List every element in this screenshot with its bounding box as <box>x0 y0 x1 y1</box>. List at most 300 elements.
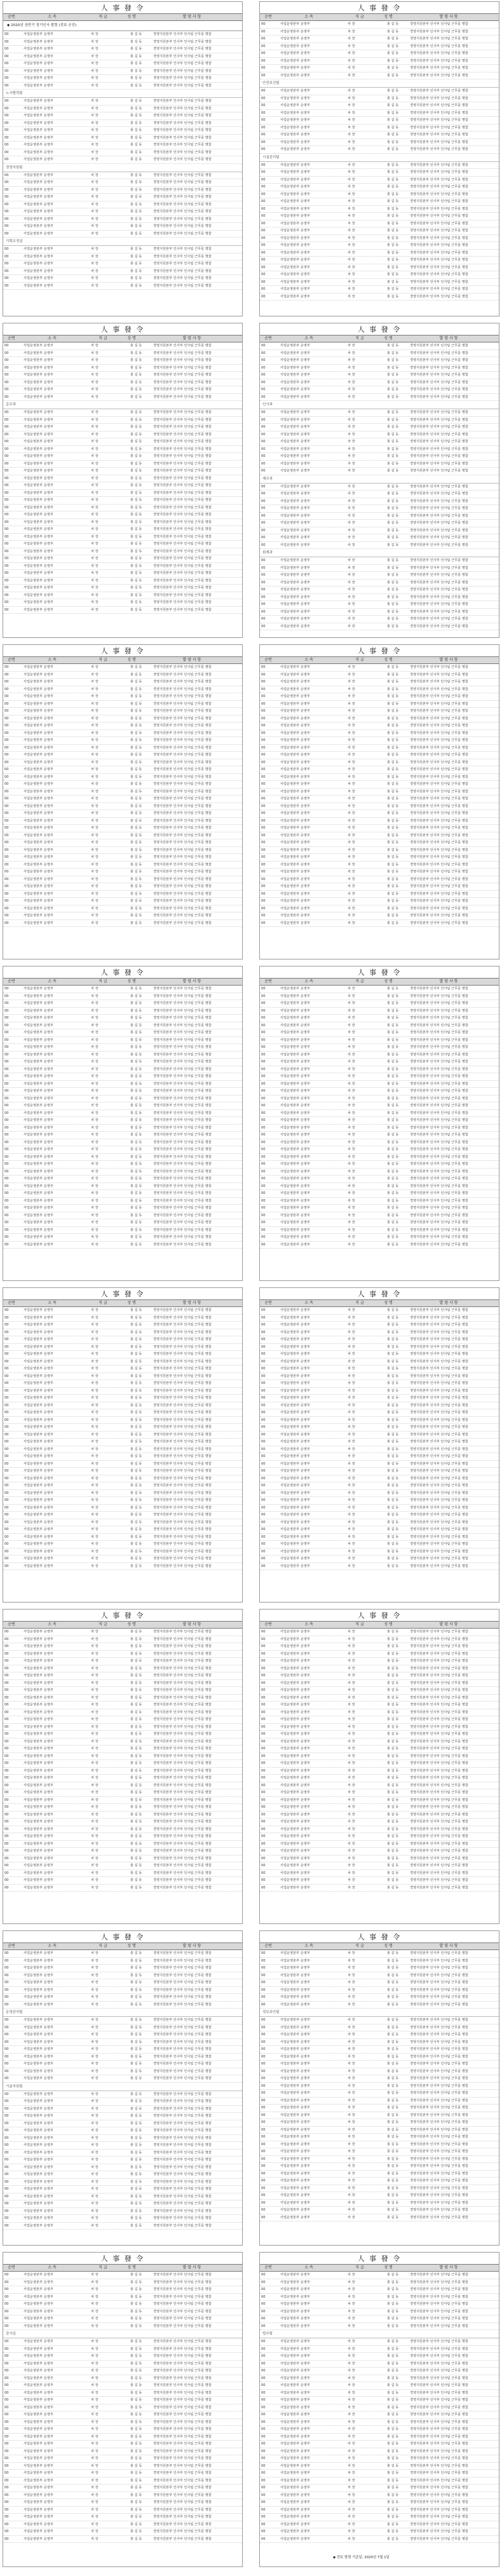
table-cell: 차 장 <box>91 1162 98 1166</box>
table-cell: 경영지원본부 인사부 인사팀 근무를 명함 <box>410 1133 468 1137</box>
table-row <box>3 68 242 76</box>
table-cell: 사업운영본부 운영부 <box>24 1359 53 1364</box>
table-row <box>3 75 242 83</box>
table-cell: 00 <box>4 2347 9 2351</box>
column-right <box>259 1 499 316</box>
table-cell: 차 장 <box>91 1783 98 1787</box>
table-cell: 경영지원본부 인사부 인사팀 근무를 명함 <box>410 1045 468 1049</box>
column-left <box>3 1930 243 2246</box>
table-cell: 홍 길 동 <box>387 351 399 355</box>
table-row <box>260 686 499 694</box>
table-cell: 홍 길 동 <box>130 2280 142 2284</box>
table-row <box>3 1760 242 1768</box>
table-cell: 경영지원본부 인사부 인사팀 근무를 명함 <box>153 1081 212 1086</box>
table-row <box>260 1739 499 1746</box>
table-cell: 경영지원본부 인사부 인사팀 근무를 명함 <box>153 1403 212 1407</box>
table-cell: 차 장 <box>348 1864 355 1868</box>
table-cell: 차 장 <box>348 775 355 779</box>
table-cell: 차 장 <box>91 855 98 859</box>
table-cell: 차 장 <box>91 2464 98 2468</box>
page-title-text: 人 事 發 令 <box>357 968 402 977</box>
table-cell: 경영지원본부 인사부 인사팀 근무를 명함 <box>153 1454 212 1458</box>
table-cell: 홍 길 동 <box>387 1549 399 1554</box>
table-cell: 경영지원본부 인사부 인사팀 근무를 명함 <box>153 106 212 111</box>
table-cell: 홍 길 동 <box>387 1388 399 1393</box>
table-cell: 00 <box>261 118 266 122</box>
table-cell: 사업운영본부 운영부 <box>24 283 53 288</box>
table-cell: 사업운영본부 운영부 <box>280 1111 310 1115</box>
table-cell: 사업운영본부 운영부 <box>280 1454 310 1458</box>
table-cell: 00 <box>261 1461 266 1466</box>
table-cell: 차 장 <box>348 163 355 167</box>
table-cell: 홍 길 동 <box>387 118 399 122</box>
table-row <box>3 2308 242 2316</box>
table-cell: 사업운영본부 운영부 <box>24 1732 53 1736</box>
table-cell: 사업운영본부 운영부 <box>280 617 310 621</box>
table-cell: 00 <box>261 1396 266 1400</box>
table-cell: 00 <box>261 484 266 489</box>
table-cell: 홍 길 동 <box>387 2106 399 2110</box>
table-cell: 사업운영본부 운영부 <box>24 2340 53 2343</box>
table-cell: 00 <box>4 862 9 867</box>
table-cell: 00 <box>261 521 266 525</box>
table-cell: 사업운영본부 운영부 <box>24 1973 53 1977</box>
table-cell: 홍 길 동 <box>130 578 142 583</box>
table-cell: 경영지원본부 인사부 인사팀 근무를 명함 <box>153 447 212 451</box>
table-cell: 홍 길 동 <box>130 47 142 51</box>
table-row <box>260 2315 499 2323</box>
table-cell: 사업운영본부 운영부 <box>280 1513 310 1517</box>
table-cell: 경영지원본부 인사부 인사팀 근무를 명함 <box>410 745 468 750</box>
table-row <box>3 2017 242 2024</box>
table-cell: 차 장 <box>91 1023 98 1027</box>
table-cell: 홍 길 동 <box>387 2273 399 2277</box>
table-cell: 사업운영본부 운영부 <box>24 586 53 590</box>
table-row <box>3 2463 242 2471</box>
table-cell: 홍 길 동 <box>387 680 399 684</box>
table-cell: 홍 길 동 <box>130 2002 142 2007</box>
table-cell: 00 <box>261 1878 266 1882</box>
table-cell: 사업운영본부 운영부 <box>280 2164 310 2168</box>
table-cell: 차 장 <box>348 1338 355 1341</box>
table-cell: 00 <box>261 432 266 437</box>
table-row <box>3 1052 242 1059</box>
table-cell: 차 장 <box>91 1659 98 1663</box>
table-cell: 경영지원본부 인사부 인사팀 근무를 명함 <box>410 987 468 991</box>
table-row <box>3 1432 242 1439</box>
table-cell: 00 <box>4 2040 9 2044</box>
table-cell: 홍 길 동 <box>387 207 399 211</box>
table-row <box>3 2106 242 2113</box>
table-row <box>260 1315 499 1322</box>
table-row <box>3 1819 242 1826</box>
table-cell: 사업운영본부 운영부 <box>280 484 310 489</box>
table-cell: 홍 길 동 <box>387 1885 399 1890</box>
table-cell: 경영지원본부 인사부 인사팀 근무를 명함 <box>153 1783 212 1787</box>
table-cell: 사업운영본부 운영부 <box>280 1958 310 1963</box>
table-cell: 00 <box>261 1096 266 1101</box>
table-cell: 경영지원본부 인사부 인사팀 근무를 명함 <box>410 811 468 815</box>
table-cell: 차 장 <box>91 410 98 414</box>
table-row <box>3 1344 242 1352</box>
table-cell: 홍 길 동 <box>387 1461 399 1466</box>
table-row <box>260 693 499 701</box>
table-cell: 경영지원본부 인사부 인사팀 근무를 명함 <box>410 2383 468 2387</box>
table-row <box>260 2112 499 2120</box>
table-cell: 경영지원본부 인사부 인사팀 근무를 명함 <box>153 2434 212 2439</box>
table-row <box>260 2434 499 2441</box>
table-cell: 홍 길 동 <box>387 885 399 888</box>
table-cell: 홍 길 동 <box>387 1856 399 1861</box>
table-cell: 차 장 <box>91 62 98 65</box>
table-cell: 홍 길 동 <box>387 177 399 182</box>
table-cell: 차 장 <box>348 2317 355 2321</box>
table-cell: 차 장 <box>91 2202 98 2206</box>
table-cell: 차 장 <box>91 1995 98 1999</box>
table-cell: 경영지원본부 인사부 인사팀 근무를 명함 <box>153 2025 212 2030</box>
table-cell: 사업운영본부 운영부 <box>280 287 310 291</box>
table-cell: 사업운영본부 운영부 <box>24 1031 53 1034</box>
table-cell: 홍 길 동 <box>387 797 399 801</box>
table-cell: 00 <box>4 491 9 495</box>
table-header-cell: 발 령 사 항 <box>439 979 458 984</box>
table-cell: 00 <box>4 180 9 184</box>
table-row <box>260 847 499 855</box>
table-cell: 경영지원본부 인사부 인사팀 근무를 명함 <box>153 54 212 58</box>
table-cell: 홍 길 동 <box>130 143 142 147</box>
table-cell: 사업운영본부 운영부 <box>24 2309 53 2314</box>
table-cell: 사업운영본부 운영부 <box>24 914 53 918</box>
table-cell: 사업운영본부 운영부 <box>280 1104 310 1108</box>
table-cell: 차 장 <box>91 1067 98 1071</box>
table-row <box>260 737 499 745</box>
table-header-cell: 성 명 <box>384 658 393 662</box>
table-cell: 홍 길 동 <box>387 1791 399 1794</box>
table-cell: 경영지원본부 인사부 인사팀 근무를 명함 <box>153 1213 212 1217</box>
table-cell: 차 장 <box>348 1535 355 1539</box>
table-cell: 경영지원본부 인사부 인사팀 근무를 명함 <box>153 1703 212 1707</box>
table-cell: 00 <box>261 2376 266 2380</box>
table-cell: 경영지원본부 인사부 인사팀 근무를 명함 <box>410 2486 468 2490</box>
table-cell: 00 <box>261 1505 266 1510</box>
table-cell: 차 장 <box>348 492 355 496</box>
table-cell: 00 <box>261 29 266 34</box>
table-cell: 00 <box>4 607 9 612</box>
table-cell: 홍 길 동 <box>130 1849 142 1853</box>
table-cell: 차 장 <box>91 1396 98 1400</box>
table-cell: 차 장 <box>91 862 98 867</box>
column-right <box>259 1609 499 1924</box>
table-cell: 사업운영본부 운영부 <box>24 1739 53 1744</box>
table-cell: 사업운영본부 운영부 <box>280 417 310 422</box>
table-cell: 경영지원본부 인사부 인사팀 근무를 명함 <box>410 899 468 903</box>
table-cell: 경영지원본부 인사부 인사팀 근무를 명함 <box>410 2420 468 2424</box>
table-row <box>260 394 499 402</box>
table-cell: 경영지원본부 인사부 인사팀 근무를 명함 <box>410 1973 468 1977</box>
table-cell: 홍 길 동 <box>387 833 399 837</box>
table-cell: 차 장 <box>348 1096 355 1101</box>
table-cell: 사업운영본부 운영부 <box>280 2478 310 2483</box>
table-cell: 홍 길 동 <box>130 1198 142 1203</box>
table-cell: 홍 길 동 <box>130 789 142 794</box>
table-cell: 00 <box>261 1374 266 1378</box>
table-cell: 00 <box>4 702 9 706</box>
table-cell: 사업운영본부 운영부 <box>280 2309 310 2314</box>
table-cell: 경영지원본부 인사부 인사팀 근무를 명함 <box>410 609 468 614</box>
table-cell: 00 <box>4 724 9 728</box>
table-cell: 차 장 <box>91 1549 98 1554</box>
table-cell: 차 장 <box>91 1651 98 1656</box>
table-row <box>3 2397 242 2404</box>
table-cell: 사업운영본부 운영부 <box>24 534 53 539</box>
table-cell: 경영지원본부 인사부 인사팀 근무를 명함 <box>410 2493 468 2497</box>
table-cell: 사업운영본부 운영부 <box>24 476 53 480</box>
table-cell: 사업운영본부 운영부 <box>280 1411 310 1414</box>
table-cell: 사업운영본부 운영부 <box>24 1432 53 1437</box>
table-cell: 차 장 <box>348 2434 355 2439</box>
table-cell: 경영지원본부 인사부 인사팀 근무를 명함 <box>410 709 468 713</box>
table-cell: 홍 길 동 <box>130 2202 142 2206</box>
table-cell: 00 <box>261 111 266 115</box>
table-header <box>260 13 499 21</box>
table-header-cell: 순번 <box>8 979 15 984</box>
table-cell: 홍 길 동 <box>130 1988 142 1992</box>
table-cell: 사업운영본부 운영부 <box>24 1133 53 1137</box>
table-cell: 경영지원본부 인사부 인사팀 근무를 명함 <box>153 180 212 184</box>
table-row <box>260 169 499 177</box>
table-cell: 00 <box>261 1228 266 1232</box>
table-cell: 차 장 <box>91 811 98 815</box>
table-cell: 차 장 <box>91 2129 98 2132</box>
table-row <box>260 534 499 542</box>
table-cell: 홍 길 동 <box>130 1367 142 1371</box>
table-cell: 홍 길 동 <box>387 380 399 384</box>
table-cell: 홍 길 동 <box>387 595 399 599</box>
table-row <box>3 438 242 446</box>
table-cell: 사업운영본부 운영부 <box>24 1411 53 1414</box>
table-cell: 00 <box>4 2383 9 2387</box>
table-cell: 홍 길 동 <box>387 66 399 70</box>
table-row <box>260 2301 499 2308</box>
table-cell: 사업운영본부 운영부 <box>280 51 310 55</box>
table-cell: 사업운영본부 운영부 <box>24 1045 53 1049</box>
table-cell: 차 장 <box>91 2405 98 2410</box>
table-row <box>260 715 499 723</box>
table-cell: 사업운영본부 운영부 <box>280 44 310 48</box>
table-cell: 차 장 <box>348 1805 355 1809</box>
table-cell: 경영지원본부 인사부 인사팀 근무를 명함 <box>153 2309 212 2314</box>
table-cell: 사업운영본부 운영부 <box>24 195 53 199</box>
table-cell: 사업운영본부 운영부 <box>280 855 310 859</box>
table-cell: 경영지원본부 인사부 인사팀 근무를 명함 <box>410 833 468 837</box>
table-cell: 사업운영본부 운영부 <box>24 1681 53 1685</box>
table-row <box>260 2054 499 2061</box>
table-cell: 차 장 <box>91 702 98 706</box>
table-cell: 차 장 <box>91 513 98 517</box>
table-cell: 00 <box>261 2150 266 2153</box>
table-cell: 홍 길 동 <box>130 2507 142 2512</box>
table-cell: 홍 길 동 <box>130 1242 142 1247</box>
table-cell: 00 <box>4 484 9 487</box>
table-cell: 홍 길 동 <box>130 1791 142 1794</box>
table-cell: 경영지원본부 인사부 인사팀 근무를 명함 <box>153 351 212 355</box>
table-cell: 사업운영본부 운영부 <box>280 37 310 41</box>
table-cell: 차 장 <box>348 877 355 881</box>
table-cell: 사업운영본부 운영부 <box>24 571 53 575</box>
table-cell: 홍 길 동 <box>130 99 142 103</box>
table-cell: 사업운영본부 운영부 <box>280 1491 310 1495</box>
table-cell: 00 <box>4 1812 9 1817</box>
table-cell: 차 장 <box>91 2369 98 2373</box>
table-cell: 차 장 <box>91 1367 98 1371</box>
table-cell: 차 장 <box>348 2069 355 2073</box>
table-cell: 차 장 <box>348 841 355 844</box>
table-cell: 홍 길 동 <box>387 417 399 422</box>
table-cell: 홍 길 동 <box>130 2478 142 2483</box>
table-cell: 홍 길 동 <box>130 1739 142 1744</box>
table-cell: 경영지원본부 인사부 인사팀 근무를 명함 <box>410 2157 468 2161</box>
table-cell: 경영지원본부 인사부 인사팀 근무를 명함 <box>153 210 212 214</box>
table-cell: 사업운영본부 운영부 <box>280 236 310 240</box>
table-row <box>260 1359 499 1366</box>
table-cell: 경영지원본부 인사부 인사팀 근무를 명함 <box>153 2062 212 2066</box>
table-cell: 홍 길 동 <box>130 158 142 161</box>
table-cell: 홍 길 동 <box>130 395 142 399</box>
table-cell: 사업운영본부 운영부 <box>24 1725 53 1729</box>
table-row <box>3 2075 242 2083</box>
table-cell: 사업운영본부 운영부 <box>24 1849 53 1853</box>
table-row <box>260 2061 499 2068</box>
table-cell: 경영지원본부 인사부 인사팀 근무를 명함 <box>410 2317 468 2321</box>
table-row <box>260 191 499 199</box>
table-row <box>260 1022 499 1030</box>
table-cell: 홍 길 동 <box>387 258 399 262</box>
table-cell: 00 <box>261 2405 266 2410</box>
table-cell: 경영지원본부 인사부 인사팀 근무를 명함 <box>153 1630 212 1634</box>
notice-text: ◆ 2020년 상반기 정기인사 발령 (전보·승진) <box>3 21 242 31</box>
table-cell: 경영지원본부 인사부 인사팀 근무를 명함 <box>153 158 212 161</box>
table-cell: 00 <box>4 2413 9 2417</box>
table-row <box>3 2135 242 2143</box>
table-header-cell: 발 령 사 항 <box>439 15 458 19</box>
table-row <box>260 446 499 454</box>
table-cell: 홍 길 동 <box>387 1323 399 1327</box>
table-row <box>260 1336 499 1344</box>
table-cell: 경영지원본부 인사부 인사팀 근무를 명함 <box>153 283 212 288</box>
table-cell: 사업운영본부 운영부 <box>24 1695 53 1700</box>
table-cell: 사업운영본부 운영부 <box>280 2434 310 2439</box>
table-cell: 사업운영본부 운영부 <box>280 1981 310 1984</box>
table-cell: 사업운영본부 운영부 <box>24 1074 53 1078</box>
table-cell: 00 <box>4 2500 9 2504</box>
table-cell: 00 <box>261 1067 266 1071</box>
table-cell: 경영지원본부 인사부 인사팀 근무를 명함 <box>153 1505 212 1510</box>
table-cell: 차 장 <box>91 1776 98 1780</box>
table-header <box>3 1299 242 1307</box>
table-cell: 홍 길 동 <box>130 1776 142 1780</box>
document-page <box>0 1287 502 1605</box>
table-cell: 홍 길 동 <box>130 2486 142 2490</box>
table-cell: 홍 길 동 <box>130 2420 142 2424</box>
table-cell: 00 <box>4 1403 9 1407</box>
table-cell: 경영지원본부 인사부 인사팀 근무를 명함 <box>153 2040 212 2044</box>
table-cell: 차 장 <box>348 1718 355 1721</box>
table-cell: 차 장 <box>348 1498 355 1502</box>
table-cell: 00 <box>261 440 266 444</box>
table-cell: 경영지원본부 인사부 인사팀 근무를 명함 <box>153 1834 212 1838</box>
table-cell: 경영지원본부 인사부 인사팀 근무를 명함 <box>410 2273 468 2277</box>
table-cell: 00 <box>261 2002 266 2007</box>
table-cell: 홍 길 동 <box>130 1951 142 1955</box>
column-right <box>259 323 499 638</box>
table-cell: 00 <box>261 358 266 362</box>
table-cell: 사업운영본부 운영부 <box>280 207 310 211</box>
table-cell: 사업운영본부 운영부 <box>280 2486 310 2490</box>
table-cell: 홍 길 동 <box>130 1052 142 1057</box>
table-cell: 사업운영본부 운영부 <box>24 1484 53 1488</box>
table-body <box>260 664 499 927</box>
table-cell: 경영지원본부 인사부 인사팀 근무를 명함 <box>153 425 212 429</box>
table-cell: 차 장 <box>91 2340 98 2343</box>
table-row <box>3 2150 242 2157</box>
table-cell: 경영지원본부 인사부 인사팀 근무를 명함 <box>153 1169 212 1174</box>
table-cell: 경영지원본부 인사부 인사팀 근무를 명함 <box>153 1856 212 1861</box>
table-cell: 차 장 <box>348 1440 355 1444</box>
table-cell: 경영지원본부 인사부 인사팀 근무를 명함 <box>410 1651 468 1656</box>
table-cell: 차 장 <box>348 104 355 107</box>
table-row <box>3 1380 242 1388</box>
table-cell: 차 장 <box>348 2295 355 2299</box>
table-cell: 사업운영본부 운영부 <box>24 2179 53 2184</box>
table-cell: 경영지원본부 인사부 인사팀 근무를 명함 <box>410 2522 468 2526</box>
table-cell: 사업운영본부 운영부 <box>280 2273 310 2277</box>
table-cell: 사업운영본부 운영부 <box>24 2099 53 2103</box>
table-cell: 00 <box>261 2390 266 2395</box>
table-cell: 홍 길 동 <box>387 1564 399 1568</box>
table-cell: 00 <box>261 1031 266 1034</box>
table-row <box>260 1373 499 1381</box>
table-cell: 홍 길 동 <box>130 1966 142 1970</box>
table-cell: 홍 길 동 <box>130 2209 142 2213</box>
table-cell: 경영지원본부 인사부 인사팀 근무를 명함 <box>410 1206 468 1210</box>
table-cell: 차 장 <box>348 147 355 151</box>
table-cell: 경영지원본부 인사부 인사팀 근무를 명함 <box>153 520 212 524</box>
table-cell: 홍 길 동 <box>387 2340 399 2343</box>
table-cell: 차 장 <box>91 1454 98 1458</box>
table-cell: 00 <box>4 775 9 779</box>
table-cell: 홍 길 동 <box>130 2354 142 2358</box>
table-cell: 차 장 <box>91 1221 98 1224</box>
table-cell: 홍 길 동 <box>387 2376 399 2380</box>
table-cell: 홍 길 동 <box>130 2033 142 2037</box>
table-cell: 홍 길 동 <box>130 2069 142 2073</box>
table-cell: 홍 길 동 <box>387 870 399 874</box>
table-cell: 홍 길 동 <box>130 461 142 466</box>
table-cell: 경영지원본부 인사부 인사팀 근무를 명함 <box>153 1381 212 1385</box>
table-cell: 00 <box>4 1659 9 1663</box>
table-cell: 경영지원본부 인사부 인사팀 근무를 명함 <box>410 1981 468 1984</box>
table-cell: 사업운영본부 운영부 <box>280 294 310 299</box>
table-cell: 홍 길 동 <box>387 1820 399 1824</box>
table-cell: 00 <box>4 1651 9 1656</box>
table-cell: 차 장 <box>348 617 355 621</box>
table-cell: 00 <box>261 1805 266 1809</box>
table-cell: 홍 길 동 <box>387 1491 399 1495</box>
table-cell: 차 장 <box>91 1484 98 1488</box>
table-cell: 차 장 <box>348 559 355 562</box>
table-cell: 00 <box>4 2493 9 2497</box>
table-cell: 사업운영본부 운영부 <box>24 1308 53 1312</box>
